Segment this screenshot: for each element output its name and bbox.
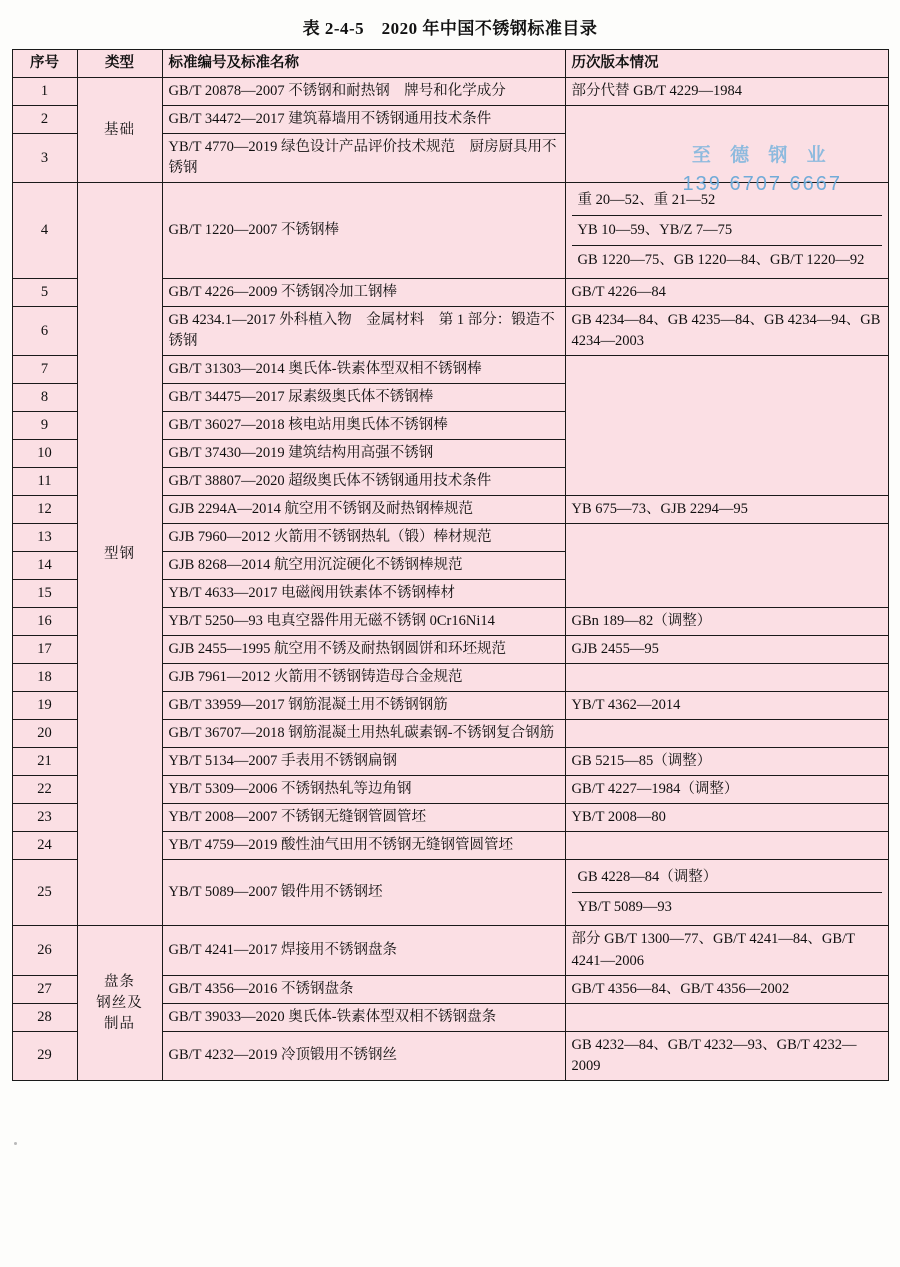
- type-label-line: 盘条: [104, 973, 135, 990]
- cell-standard-name: GJB 7961—2012 火箭用不锈钢铸造母合金规范: [162, 664, 565, 692]
- standards-table: [12, 49, 889, 1081]
- cell-standard-name: GJB 2455—1995 航空用不锈及耐热钢圆饼和环坯规范: [162, 636, 565, 664]
- type-label-line: 型钢: [104, 545, 135, 562]
- cell-history: 部分代替 GB/T 4229—1984: [565, 78, 888, 106]
- cell-no: 10: [12, 440, 77, 468]
- cell-standard-name: GB/T 38807—2020 超级奥氏体不锈钢通用技术条件: [162, 468, 565, 496]
- type-label-line: 制品: [104, 1015, 135, 1032]
- table-body: [12, 78, 888, 1081]
- cell-history: GBn 189—82（调整）: [565, 608, 888, 636]
- cell-history: YB/T 4362—2014: [565, 692, 888, 720]
- cell-no: 18: [12, 664, 77, 692]
- cell-standard-name: GB 4234.1—2017 外科植入物 金属材料 第 1 部分：锻造不锈钢: [162, 307, 565, 356]
- cell-standard-name: GJB 8268—2014 航空用沉淀硬化不锈钢棒规范: [162, 552, 565, 580]
- column-header-standard: 标准编号及标准名称: [162, 50, 565, 78]
- cell-type-group: [77, 183, 162, 926]
- cell-standard-name: YB/T 2008—2007 不锈钢无缝钢管圆管坯: [162, 804, 565, 832]
- cell-type-group: [77, 78, 162, 183]
- cell-standard-name: YB/T 4770—2019 绿色设计产品评价技术规范 厨房厨具用不锈钢: [162, 134, 565, 183]
- cell-history: [565, 720, 888, 748]
- cell-history: GB 5215—85（调整）: [565, 748, 888, 776]
- cell-no: 24: [12, 832, 77, 860]
- cell-no: 15: [12, 580, 77, 608]
- cell-history: [565, 183, 888, 279]
- cell-standard-name: GB/T 4226—2009 不锈钢冷加工钢棒: [162, 279, 565, 307]
- cell-standard-name: GB/T 31303—2014 奥氏体-铁素体型双相不锈钢棒: [162, 356, 565, 384]
- cell-standard-name: GB/T 4241—2017 焊接用不锈钢盘条: [162, 926, 565, 975]
- cell-history: [565, 356, 888, 496]
- watermark-phone: 139 6707 6667: [682, 173, 842, 195]
- cell-history: [565, 1003, 888, 1031]
- cell-standard-name: GB/T 20878—2007 不锈钢和耐热钢 牌号和化学成分: [162, 78, 565, 106]
- cell-no: 27: [12, 975, 77, 1003]
- cell-no: 1: [12, 78, 77, 106]
- cell-history: 部分 GB/T 1300—77、GB/T 4241—84、GB/T 4241—2006: [565, 926, 888, 975]
- cell-standard-name: YB/T 4633—2017 电磁阀用铁素体不锈钢棒材: [162, 580, 565, 608]
- cell-history: [565, 832, 888, 860]
- cell-no: 20: [12, 720, 77, 748]
- page-title: 表 2-4-5 2020 年中国不锈钢标准目录: [302, 19, 598, 38]
- cell-standard-name: GB/T 39033—2020 奥氏体-铁素体型双相不锈钢盘条: [162, 1003, 565, 1031]
- cell-no: 3: [12, 134, 77, 183]
- cell-type-group: [77, 926, 162, 1080]
- cell-no: 21: [12, 748, 77, 776]
- cell-history: GB/T 4226—84: [565, 279, 888, 307]
- cell-history: GB/T 4227—1984（调整）: [565, 776, 888, 804]
- cell-standard-name: YB/T 5134—2007 手表用不锈钢扁钢: [162, 748, 565, 776]
- cell-history: YB/T 2008—80: [565, 804, 888, 832]
- cell-no: 19: [12, 692, 77, 720]
- cell-standard-name: GB/T 1220—2007 不锈钢棒: [162, 183, 565, 279]
- cell-no: 14: [12, 552, 77, 580]
- cell-history: [565, 106, 888, 183]
- column-header-type: 类型: [77, 50, 162, 78]
- cell-history: [565, 860, 888, 926]
- cell-no: 28: [12, 1003, 77, 1031]
- cell-standard-name: GB/T 34472—2017 建筑幕墙用不锈钢通用技术条件: [162, 106, 565, 134]
- history-entry: 重 20—52、重 21—52: [572, 186, 882, 216]
- history-entry: YB/T 5089—93: [577, 899, 672, 916]
- cell-no: 4: [12, 183, 77, 279]
- history-entry: YB 10—59、YB/Z 7—75: [572, 216, 882, 246]
- history-entry: GB 4228—84（调整）: [572, 863, 882, 893]
- cell-no: 6: [12, 307, 77, 356]
- cell-standard-name: GB/T 36707—2018 钢筋混凝土用热轧碳素钢-不锈钢复合钢筋: [162, 720, 565, 748]
- cell-standard-name: GB/T 33959—2017 钢筋混凝土用不锈钢钢筋: [162, 692, 565, 720]
- cell-history: GJB 2455—95: [565, 636, 888, 664]
- cell-standard-name: GB/T 4356—2016 不锈钢盘条: [162, 975, 565, 1003]
- cell-no: 12: [12, 496, 77, 524]
- cell-no: 23: [12, 804, 77, 832]
- cell-no: 2: [12, 106, 77, 134]
- table-row: [12, 78, 888, 106]
- cell-no: 8: [12, 384, 77, 412]
- cell-no: 11: [12, 468, 77, 496]
- table-row: [12, 183, 888, 279]
- cell-no: 16: [12, 608, 77, 636]
- cell-standard-name: YB/T 5250—93 电真空器件用无磁不锈钢 0Cr16Ni14: [162, 608, 565, 636]
- cell-no: 5: [12, 279, 77, 307]
- cell-standard-name: GB/T 36027—2018 核电站用奥氏体不锈钢棒: [162, 412, 565, 440]
- column-header-no: 序号: [12, 50, 77, 78]
- cell-standard-name: GJB 2294A—2014 航空用不锈钢及耐热钢棒规范: [162, 496, 565, 524]
- type-label-line: 基础: [104, 121, 135, 138]
- cell-history: [565, 664, 888, 692]
- cell-no: 26: [12, 926, 77, 975]
- table-row: [12, 926, 888, 975]
- cell-history: GB 4232—84、GB/T 4232—93、GB/T 4232—2009: [565, 1031, 888, 1080]
- table-header-row: [12, 50, 888, 78]
- table-head: [12, 50, 888, 78]
- cell-standard-name: YB/T 5089—2007 锻件用不锈钢坯: [162, 860, 565, 926]
- cell-standard-name: GB/T 34475—2017 尿素级奥氏体不锈钢棒: [162, 384, 565, 412]
- cell-history: [565, 524, 888, 608]
- type-label-line: 钢丝及: [96, 994, 143, 1011]
- cell-standard-name: GB/T 4232—2019 冷顶锻用不锈钢丝: [162, 1031, 565, 1080]
- column-header-history: 历次版本情况: [565, 50, 888, 78]
- cell-no: 9: [12, 412, 77, 440]
- watermark-company: 至 德 钢 业: [691, 145, 833, 166]
- cell-history: GB 4234—84、GB 4235—84、GB 4234—94、GB 4234—2003: [565, 307, 888, 356]
- history-entry: GB 1220—75、GB 1220—84、GB/T 1220—92: [577, 252, 865, 269]
- cell-no: 7: [12, 356, 77, 384]
- cell-no: 25: [12, 860, 77, 926]
- paper-speck: [14, 1142, 17, 1145]
- cell-standard-name: YB/T 4759—2019 酸性油气田用不锈钢无缝钢管圆管坯: [162, 832, 565, 860]
- cell-standard-name: YB/T 5309—2006 不锈钢热轧等边角钢: [162, 776, 565, 804]
- cell-no: 29: [12, 1031, 77, 1080]
- history-stack: [572, 186, 882, 275]
- cell-no: 17: [12, 636, 77, 664]
- history-stack: [572, 863, 882, 922]
- cell-no: 22: [12, 776, 77, 804]
- cell-standard-name: GJB 7960—2012 火箭用不锈钢热轧（锻）棒材规范: [162, 524, 565, 552]
- cell-no: 13: [12, 524, 77, 552]
- cell-history: GB/T 4356—84、GB/T 4356—2002: [565, 975, 888, 1003]
- cell-standard-name: GB/T 37430—2019 建筑结构用高强不锈钢: [162, 440, 565, 468]
- cell-history: YB 675—73、GJB 2294—95: [565, 496, 888, 524]
